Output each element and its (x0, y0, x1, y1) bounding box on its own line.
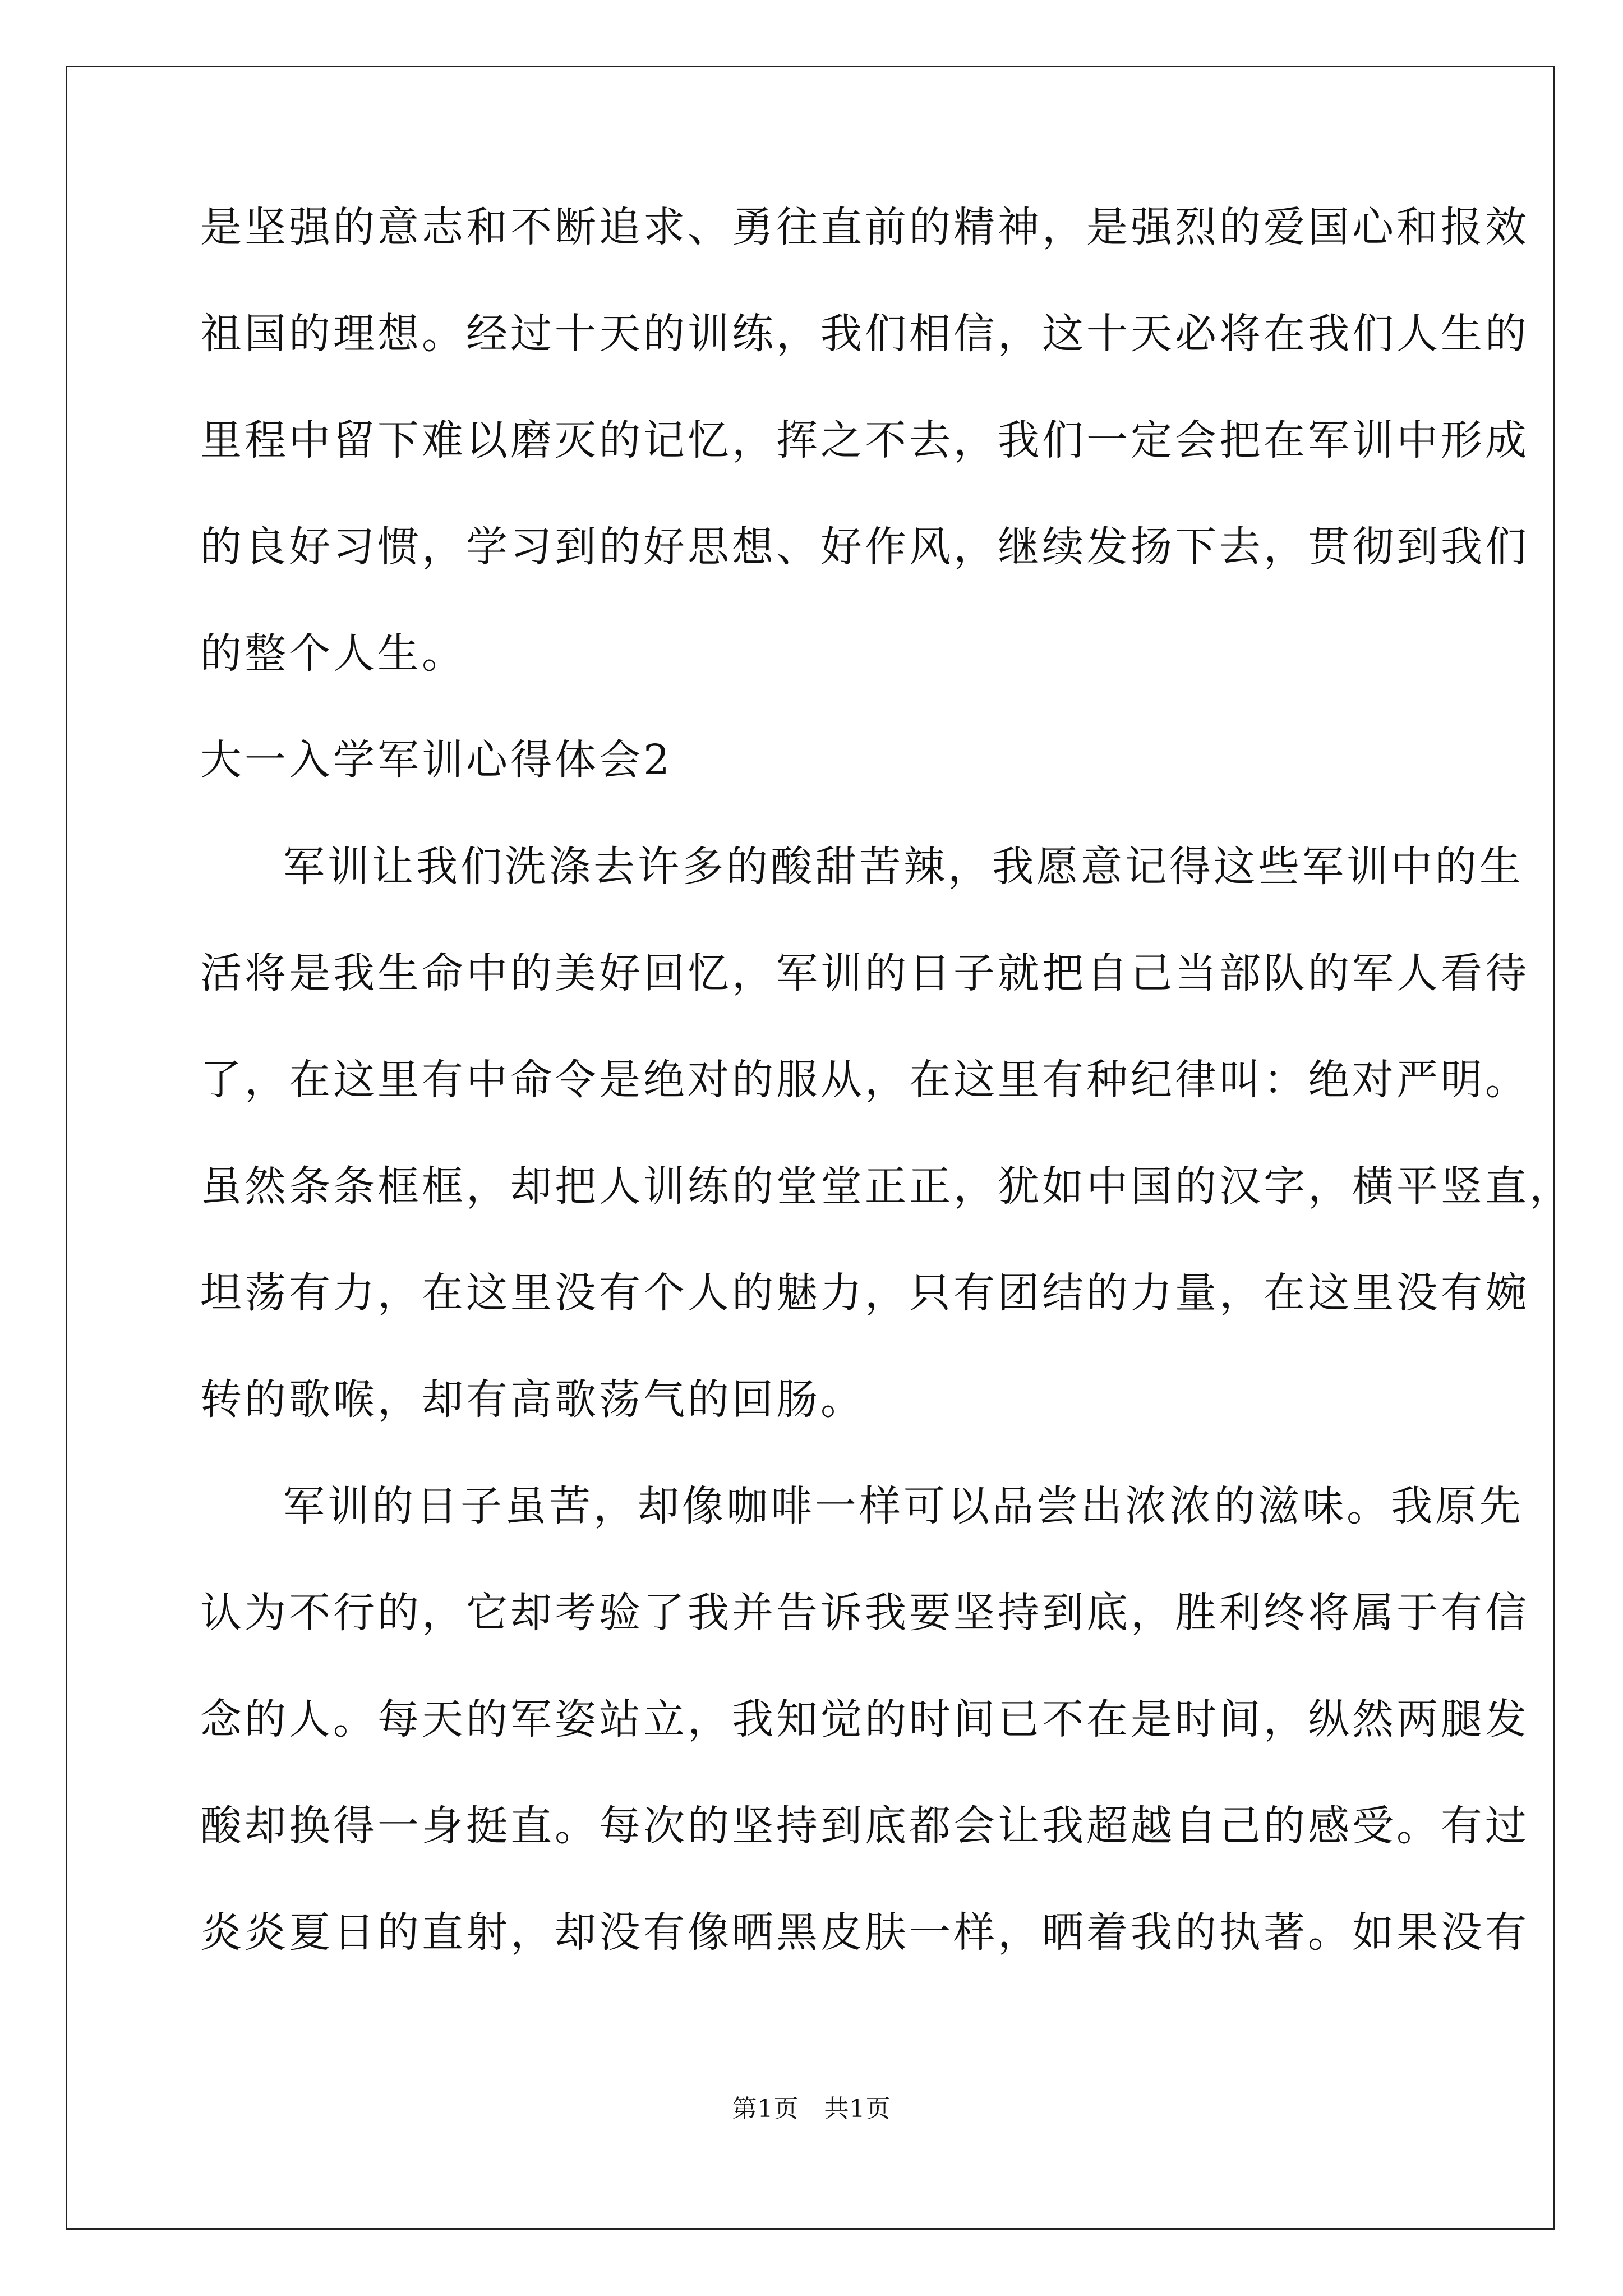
page-footer: 第1页 共1页 (732, 2095, 891, 2123)
paragraph-line: 酸却换得一身挺直。每次的坚持到底都会让我超越自己的感受。有过 (200, 1802, 1529, 1850)
paragraph-line: 的良好习惯，学习到的好思想、好作风，继续发扬下去，贯彻到我们 (200, 523, 1529, 571)
paragraph-line: 军训让我们洗涤去许多的酸甜苦辣，我愿意记得这些军训中的生 (283, 843, 1524, 891)
paragraph-line: 坦荡有力，在这里没有个人的魅力，只有团结的力量，在这里没有婉 (200, 1269, 1529, 1317)
section-heading: 大一入学军训心得体会2 (200, 736, 673, 784)
paragraph-line: 了，在这里有中命令是绝对的服从，在这里有种纪律叫：绝对严明。 (200, 1056, 1529, 1104)
paragraph-line: 里程中留下难以磨灭的记忆，挥之不去，我们一定会把在军训中形成 (200, 416, 1529, 464)
paragraph-line: 虽然条条框框，却把人训练的堂堂正正，犹如中国的汉字，横平竖直， (200, 1162, 1574, 1211)
paragraph-line: 的整个人生。 (200, 629, 466, 678)
paragraph-line: 活将是我生命中的美好回忆，军训的日子就把自己当部队的军人看待 (200, 949, 1529, 997)
paragraph-line: 念的人。每天的军姿站立，我知觉的时间已不在是时间，纵然两腿发 (200, 1695, 1529, 1743)
paragraph-line: 军训的日子虽苦，却像咖啡一样可以品尝出浓浓的滋味。我原先 (283, 1482, 1524, 1530)
paragraph-line: 转的歌喉，却有高歌荡气的回肠。 (200, 1375, 865, 1424)
paragraph-line: 认为不行的，它却考验了我并告诉我要坚持到底，胜利终将属于有信 (200, 1589, 1529, 1637)
paragraph-line: 祖国的理想。经过十天的训练，我们相信，这十天必将在我们人生的 (200, 310, 1529, 358)
paragraph-line: 是坚强的意志和不断追求、勇往直前的精神，是强烈的爱国心和报效 (200, 203, 1529, 251)
paragraph-line: 炎炎夏日的直射，却没有像晒黑皮肤一样，晒着我的执著。如果没有 (200, 1908, 1529, 1957)
